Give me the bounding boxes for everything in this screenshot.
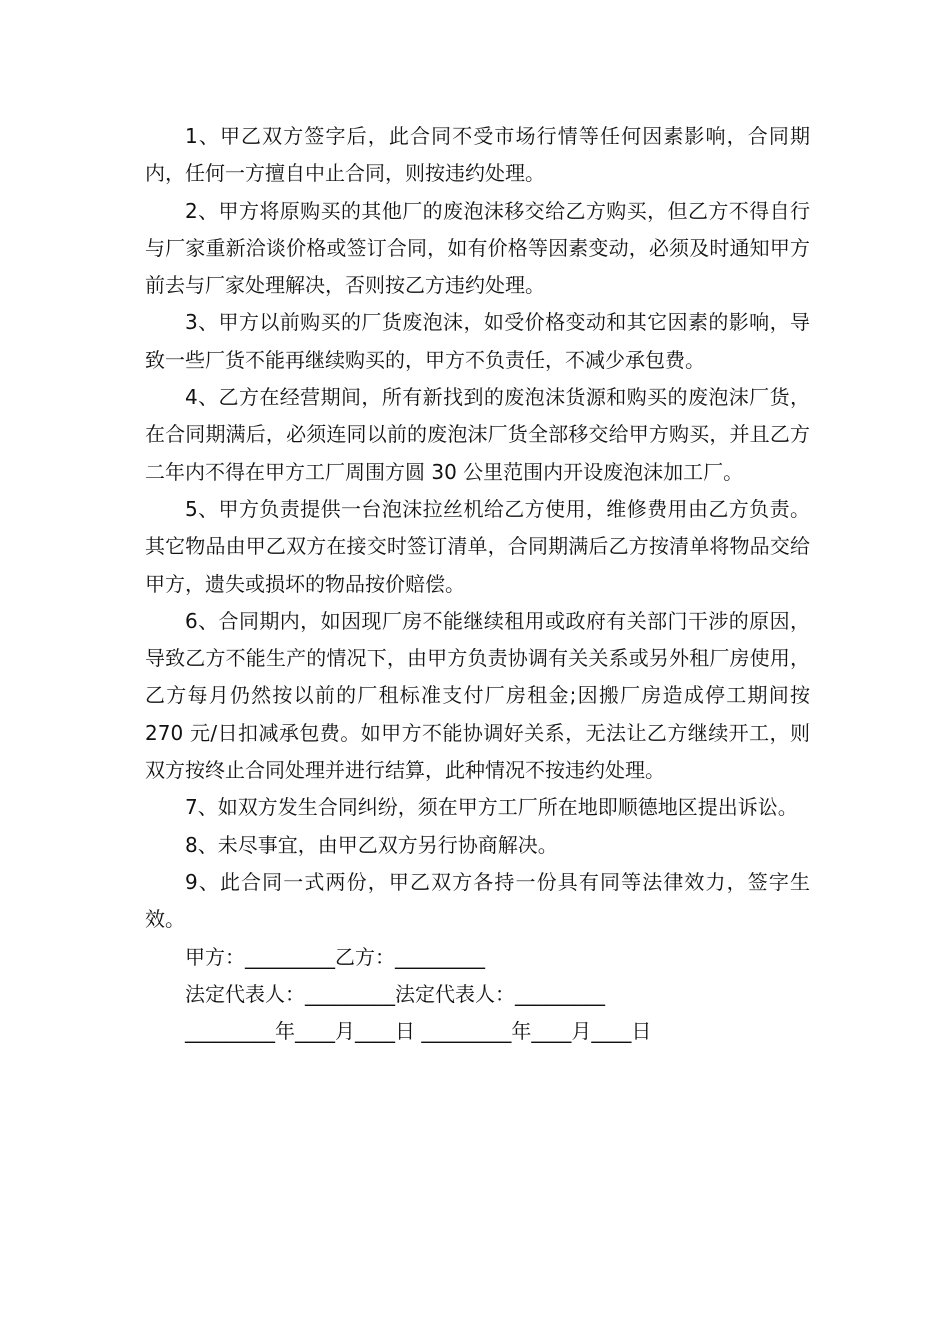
legal-representative-line: 法定代表人：_________法定代表人：_________ [185,981,605,1006]
clause-1: 1、甲乙双方签字后，此合同不受市场行情等任何因素影响，合同期内，任何一方擅自中止合同，则按违约处理。 [145,124,810,186]
clause-7: 7、如双方发生合同纠纷，须在甲方工厂所在地即顺德地区提出诉讼。 [185,795,798,820]
clause-9: 9、此合同一式两份，甲乙双方各持一份具有同等法律效力，签字生效。 [145,869,810,932]
clause-5: 5、甲方负责提供一台泡沫拉丝机给乙方使用，维修费用由乙方负责。其它物品由甲乙双方在接交时签订清单，合同期满后乙方按清单将物品交给甲方，遗失或损坏的物品按价赔偿。 [145,496,810,596]
contract-body [145,118,810,1050]
party-signature-line: 甲方：_________乙方：_________ [185,944,485,969]
clause-2: 2、甲方将原购买的其他厂的废泡沫移交给乙方购买，但乙方不得自行与厂家重新洽谈价格或签订合同，如有价格等因素变动，必须及时通知甲方前去与厂家处理解决，否则按乙方违约处理。 [145,198,810,298]
date-line: _________年____月____日 _________年____月____日 [185,1019,652,1044]
clause-6: 6、合同期内，如因现厂房不能继续租用或政府有关部门干涉的原因，导致乙方不能生产的情况下，由甲方负责协调有关关系或另外租厂房使用，乙方每月仍然按以前的厂租标准支付厂房租金;因搬厂房造成停工期间按 270 元/日扣减承包费。如甲方不能协调好关系，无法让乙方继续开工，则双方按终止合同处理并进行结算，此种情况不按违约处理。 [145,608,810,783]
clause-3: 3、甲方以前购买的厂货废泡沫，如受价格变动和其它因素的影响，导致一些厂货不能再继续购买的，甲方不负责任，不减少承包费。 [145,310,810,372]
clause-8: 8、未尽事宜，由甲乙双方另行协商解决。 [185,832,558,857]
clause-4: 4、乙方在经营期间，所有新找到的废泡沫货源和购买的废泡沫厂货，在合同期满后，必须连同以前的废泡沫厂货全部移交给甲方购买，并且乙方二年内不得在甲方工厂周围方圆 30 公里范围内开设废泡沫加工厂。 [145,385,810,484]
